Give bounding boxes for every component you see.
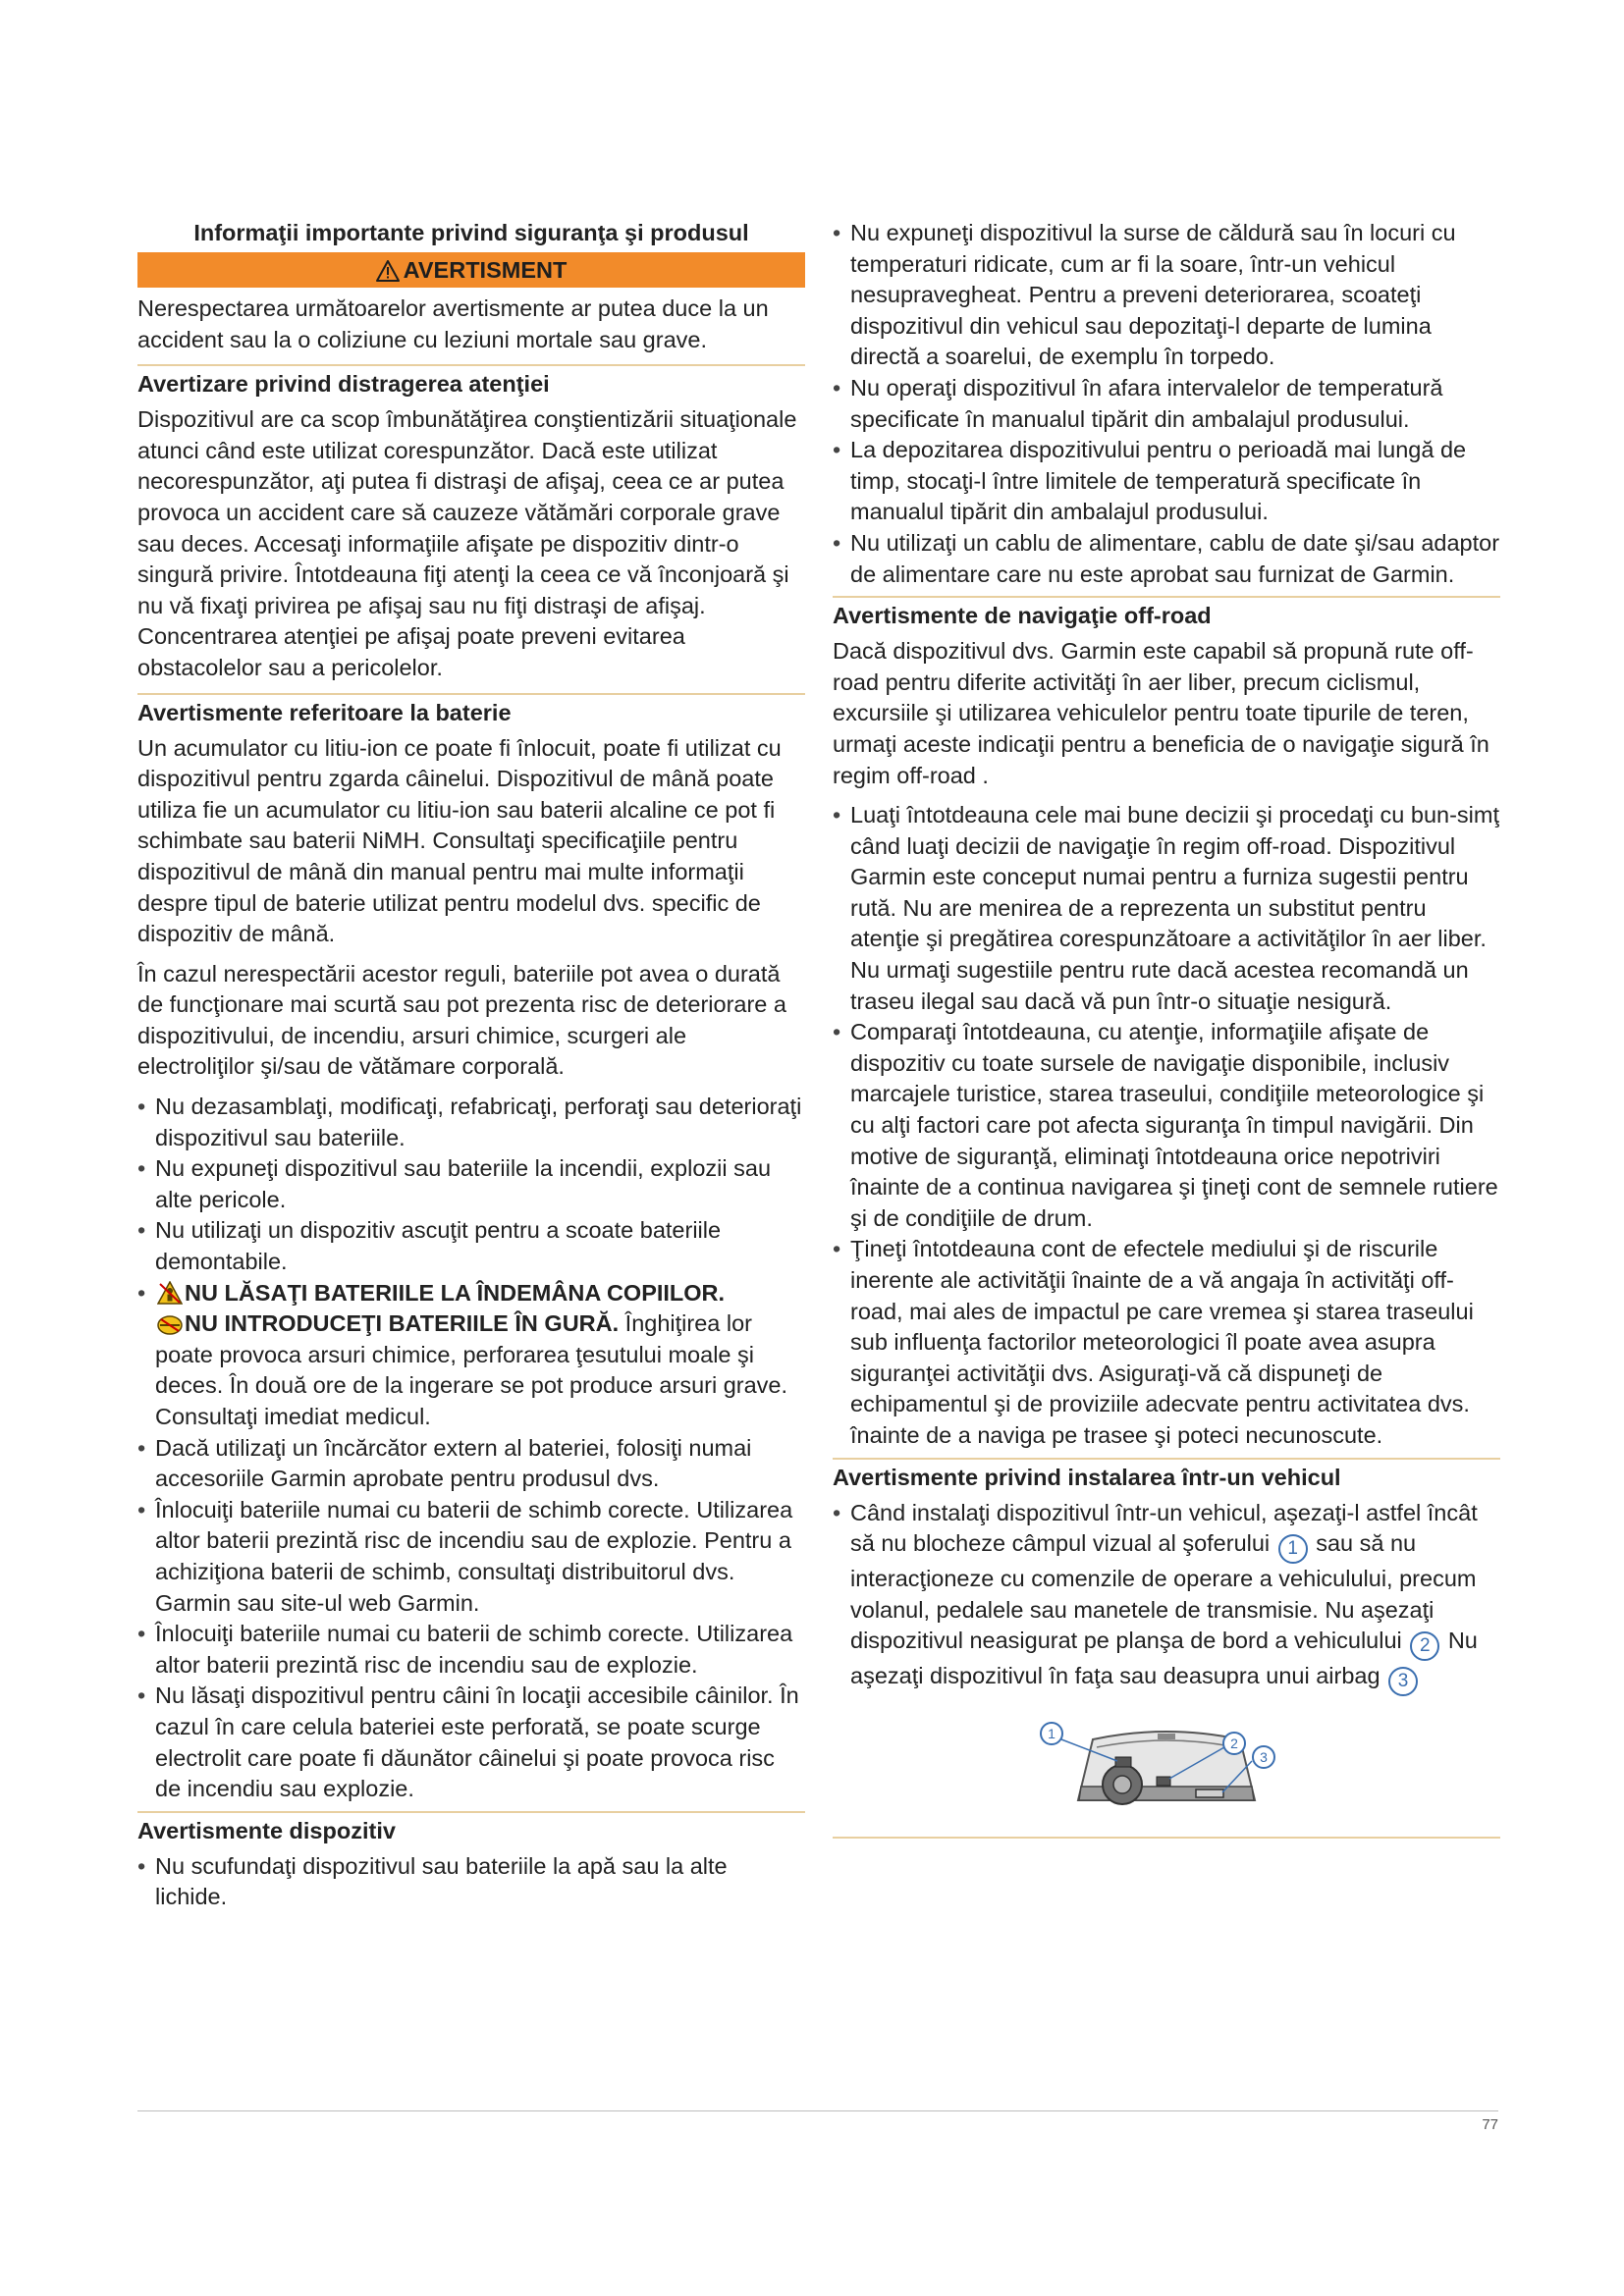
right-column	[833, 218, 1500, 1839]
install-text-1: Când instalaţi dispozitivul într-un vehicul, aşezaţi-l astfel încât să nu blocheze câmpul vizual al şoferului	[850, 1499, 1478, 1557]
list-item: • Nu dezasamblaţi, modificaţi, refabricaţi, perforaţi sau deterioraţi dispozitivul sau bateriile.	[137, 1092, 805, 1153]
list-item: • Nu operaţi dispozitivul în afara intervalelor de temperatură specificate în manualul tipărit din ambalajul produsului.	[833, 373, 1500, 435]
device-list-left	[137, 1851, 805, 1913]
callout-2: 2	[1410, 1631, 1439, 1661]
list-item: • Nu lăsaţi dispozitivul pentru câini în locaţii accesibile câinilor. În cazul în care celula bateriei este perforată, se poate scurge electrolit care poate fi dăunător câinelui şi poate provoca risc de incendiu sau explozie.	[137, 1681, 805, 1804]
battery-heading: Avertismente referitoare la baterie	[137, 693, 805, 729]
warning-triangle-icon	[376, 260, 400, 282]
ingestion-text: Înghiţirea lor poate provoca arsuri chimice, perforarea ţesutului moale şi deces. În două ore de la ingerare se pot produce arsuri grave. Consultaţi imediat medicul.	[155, 1310, 788, 1429]
offroad-paragraph: Dacă dispozitivul dvs. Garmin este capabil să propună rute off-road pentru diferite activităţi în aer liber, precum ciclismul, excursiile şi utilizarea vehiculelor pentru toate tipurile de teren, urmaţi aceste indicaţii pentru a beneficia de o navigaţie sigură în regim off-road .	[833, 638, 1489, 788]
figure-callout-1: 1	[1048, 1726, 1056, 1742]
list-item: • Înlocuiţi bateriile numai cu baterii de schimb corecte. Utilizarea altor baterii prezintă risc de incendiu sau de explozie. Pentru a achiziţiona baterii de schimb, consultaţi distribuitorul dvs. Garmin sau site-ul web Garmin.	[137, 1495, 805, 1619]
install-list	[833, 1498, 1500, 1697]
swallow-hazard-icon	[157, 1315, 183, 1335]
battery-list	[137, 1092, 805, 1805]
list-item: • Nu utilizaţi un cablu de alimentare, cablu de date şi/sau adaptor de alimentare care nu este aprobat sau furnizat de Garmin.	[833, 528, 1500, 590]
warning-label: AVERTISMENT	[403, 257, 568, 283]
battery-paragraph-2: În cazul nerespectării acestor reguli, bateriile pot avea o durată de funcţionare mai scurtă sau pot prezenta risc de deteriorare a dispozitivului, de incendiu, arsuri chimice, scurgeri ale electroliţilor şi/sau de vătămare corporală.	[137, 960, 786, 1080]
page-number: 77	[1482, 2116, 1498, 2133]
caps-warning-children: NU LĂSAŢI BATERIILE LA ÎNDEMÂNA COPIILOR.	[185, 1279, 726, 1306]
footer-divider	[137, 2110, 1498, 2111]
list-item: • Comparaţi întotdeauna, cu atenţie, informaţiile afişate de dispozitiv cu toate sursele de navigaţie disponibile, inclusiv marcajele turistice, starea traseului, condiţiile meteorologice şi cu alţi factori care pot afecta siguranţa în timpul navigării. Din motive de siguranţă, eliminaţi întotdeauna orice nepotriviri înainte de a continua navigarea şi ţineţi cont de semnele rutiere şi de condiţiile de drum.	[833, 1017, 1500, 1234]
figure-callout-2: 2	[1230, 1735, 1238, 1752]
left-column	[137, 218, 805, 1919]
callout-1: 1	[1278, 1534, 1308, 1564]
install-text-2: sau să nu interacţioneze cu comenzile de operare a vehiculului, precum volanul, pedalele sau manetele de transmisie. Nu aşezaţi dispozitivul neasigurat pe planşa de bord a vehiculului	[850, 1530, 1477, 1654]
distraction-paragraph: Dispozitivul are ca scop îmbunătăţirea conştientizării situaţionale atunci când este utilizat corespunzător. Dacă este utilizat necorespunzător, aţi putea fi distraşi de afişaj, ceea ce ar putea provoca un accident care să cauzeze vătămări corporale grave sau deces. Accesaţi informaţiile afişate pe dispozitiv dintr-o singură privire. Întotdeauna fiţi atenţi la ceea ce vă înconjoară şi nu vă fixaţi privirea pe afişaj sau nu fiţi distraşi de afişaj. Concentrarea atenţiei pe afişaj poate preveni evitarea obstacolelor sau a pericolelor.	[137, 406, 797, 680]
warning-banner	[137, 252, 805, 288]
list-item: • Luaţi întotdeauna cele mai bune decizii şi procedaţi cu bun-simţ când luaţi decizii de navigaţie în regim off-road. Dispozitivul Garmin este conceput numai pentru a furniza sugestii pentru rută. Nu are menirea de a reprezenta un substitut pentru atenţie şi pregătirea corespunzătoare a activităţilor în aer liber. Nu urmaţi sugestiile pentru rute dacă acestea recomandă un traseu ilegal sau dacă vă pun într-o situaţie nesigură.	[833, 800, 1500, 1017]
install-text-3: Nu aşezaţi dispozitivul în faţa sau deasupra unui airbag	[850, 1628, 1478, 1689]
list-item: • Nu scufundaţi dispozitivul sau bateriile la apă sau la alte lichide.	[137, 1851, 805, 1913]
list-item: • Nu utilizaţi un dispozitiv ascuţit pentru a scoate bateriile demontabile.	[137, 1215, 805, 1277]
list-item	[833, 1498, 1500, 1697]
offroad-heading: Avertismente de navigaţie off-road	[833, 596, 1500, 632]
section-end-rule	[833, 1837, 1500, 1839]
list-item	[137, 1278, 805, 1433]
install-heading: Avertismente privind instalarea într-un vehicul	[833, 1458, 1500, 1494]
child-hazard-icon	[157, 1281, 183, 1305]
figure-callout-3: 3	[1260, 1749, 1268, 1766]
intro-paragraph: Nerespectarea următoarelor avertismente ar putea duce la un accident sau la o coliziune cu leziuni mortale sau grave.	[137, 295, 769, 352]
callout-3: 3	[1388, 1667, 1418, 1696]
list-item: • La depozitarea dispozitivului pentru o perioadă mai lungă de timp, stocaţi-l între limitele de temperatură specificate în manualul tipărit din ambalajul produsului.	[833, 435, 1500, 528]
list-item: • Înlocuiţi bateriile numai cu baterii de schimb corecte. Utilizarea altor baterii prezintă risc de incendiu sau de explozie.	[137, 1619, 805, 1681]
distraction-heading: Avertizare privind distragerea atenţiei	[137, 364, 805, 400]
list-item: • Dacă utilizaţi un încărcător extern al bateriei, folosiţi numai accesoriile Garmin aprobate pentru produsul dvs.	[137, 1433, 805, 1495]
dashboard-figure	[833, 1706, 1500, 1819]
list-item: • Nu expuneţi dispozitivul la surse de căldură sau în locuri cu temperaturi ridicate, cum ar fi la soare, într-un vehicul nesupravegheat. Pentru a preveni deteriorarea, scoateţi dispozitivul din vehicul sau depozitaţi-l departe de lumina directă a soarelui, de exemplu în torpedo.	[833, 218, 1500, 373]
caps-warning-mouth: NU INTRODUCEŢI BATERIILE ÎN GURĂ.	[185, 1310, 620, 1337]
offroad-list	[833, 800, 1500, 1451]
page-title: Informaţii importante privind siguranţa şi produsul	[193, 220, 749, 245]
list-item: • Nu expuneţi dispozitivul sau bateriile la incendii, explozii sau alte pericole.	[137, 1153, 805, 1215]
dashboard-illustration	[1024, 1706, 1309, 1814]
device-list-right	[833, 218, 1500, 590]
battery-paragraph-1: Un acumulator cu litiu-ion ce poate fi înlocuit, poate fi utilizat cu dispozitivul pentru zgarda câinelui. Dispozitivul de mână poate utiliza fie un acumulator cu litiu-ion sau baterii alcaline ce pot fi schimbate sau baterii NiMH. Consultaţi specificaţiile pentru dispozitivul de mână din manual pentru mai multe informaţii despre tipul de baterie utilizat pentru modelul dvs. specific de dispozitiv de mână.	[137, 734, 782, 947]
list-item: • Ţineţi întotdeauna cont de efectele mediului şi de riscurile inerente ale activităţii înainte de a vă angaja în activităţi off-road, mai ales de impactul pe care vremea şi starea traseului sub influenţa factorilor meteorologici îl poate avea asupra siguranţei activităţii dvs. Asiguraţi-vă că dispuneţi de echipamentul şi de proviziile adecvate pentru activitatea dvs. înainte de a naviga pe trasee şi poteci necunoscute.	[833, 1234, 1500, 1451]
device-heading: Avertismente dispozitiv	[137, 1811, 805, 1847]
